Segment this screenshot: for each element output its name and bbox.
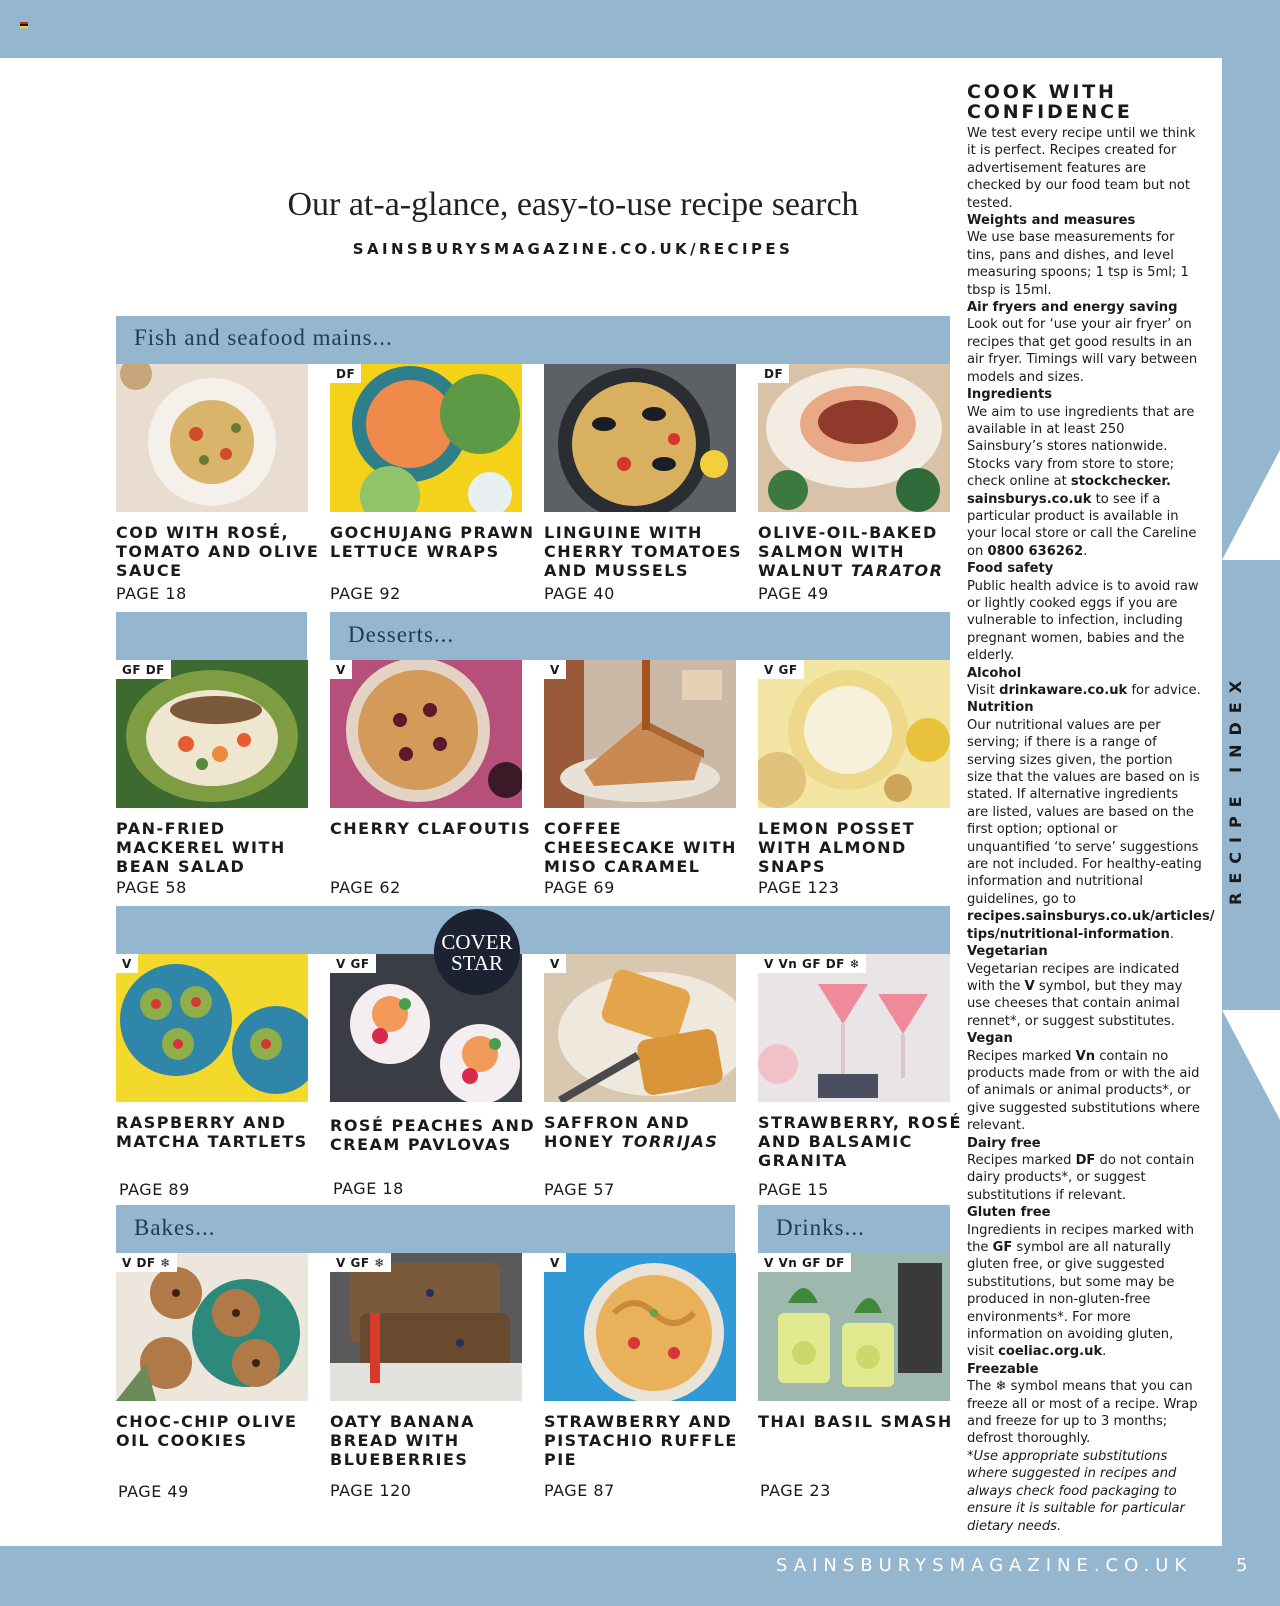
recipe-page: PAGE 89 [119, 1180, 190, 1199]
recipe-photo [330, 660, 522, 808]
footnote: *Use appropriate substitutions where suggested in recipes and always check food packaging to ensure it is suitable for particular dietary needs. [967, 1448, 1185, 1534]
recipe-title: ROSÉ PEACHES AND CREAM PAVLOVAS [330, 1116, 536, 1154]
recipe-photo [544, 364, 736, 512]
page-title: Our at-a-glance, easy-to-use recipe search [287, 186, 859, 223]
recipe-title: PAN-FRIED MACKEREL WITH BEAN SALAD [116, 819, 286, 876]
section-title-bakes: Bakes... [134, 1215, 216, 1240]
recipe-title: COD WITH ROSÉ, TOMATO AND OLIVE SAUCE [116, 523, 320, 580]
recipe-page: PAGE 123 [758, 878, 840, 897]
recipe-page: PAGE 69 [544, 878, 615, 897]
recipe-title: LINGUINE WITH CHERRY TOMATOES AND MUSSELS [544, 523, 743, 580]
cook-with-confidence-panel: COOK WITH CONFIDENCE We test every recipe until we think it is perfect. Recipes created for advertisement features are checked by our food team but not tested. Weights and measures We use base measurements for tins, pans and dishes, and level measuring spoons; 1 tsp is 5ml; 1 tbsp is 15ml. Air fryers and energy saving Look out for ‘use your air fryer’ on recipes that get good results in an air fryer. Timings will vary between models and sizes. Ingredients We aim to use ingredients that are available in at least 250 Sainsbury’s stores nationwide. Stocks vary from store to store; check online at stockchecker. sainsburys.co.uk to see if a particular product is available in your local store or call the Careline on 0800 636262. Food safety Public health advice is to avoid raw or lightly cooked eggs if you are vulnerable to infection, including pregnant women, babies and the elderly. Alcohol Visit drinkaware.co.uk for advice. Nutrition Our nutritional values are per serving; if there is a range of serving sizes given, the portion size that the values are based on is stated. If alternative ingredients are listed, values are based on the first option; optional or unquantified ‘to serve’ suggestions are not included. For healthy-eating information and nutritional guidelines, go to recipes.sainsburys.co.uk/articles/ tips/nutritional-information. Vegetarian Vegetarian recipes are indicated with the V symbol, but they may use cheeses that contain animal rennet*, or suggest substitutes. Vegan Recipes marked Vn contain no products made from or with the aid of animals or animal products*, or give suggested substitutions where relevant. Dairy free Recipes marked DF do not contain dairy products*, or suggest substitutions if relevant. Gluten free Ingredients in recipes marked with the GF symbol are all naturally gluten free, or give suggested substitutions, but some may be produced in non-gluten-free environments*. For more information on avoiding gluten, visit coeliac.org.uk. Freezable The ❄ symbol means that you can freeze all or most of a recipe. Wrap and freeze for up to 3 months; defrost thoroughly. *Use appropriate substitutions where suggested in recipes and always check food packaging to ensure it is suitable for particular dietary needs. [967, 81, 1215, 1534]
section-band-fish-cont [116, 612, 307, 660]
recipe-photo [758, 954, 950, 1102]
recipe-page: PAGE 57 [544, 1180, 615, 1199]
diet-badge: V [116, 954, 138, 973]
recipe-title: OATY BANANA BREAD WITH BLUEBERRIES [330, 1412, 476, 1469]
decorative-corner [1222, 1010, 1280, 1120]
snowflake-icon: ❄ [995, 1379, 1007, 1395]
diet-badge: V DF ❄ [116, 1253, 177, 1272]
recipe-page: PAGE 23 [760, 1481, 831, 1500]
recipe-photo [544, 1253, 736, 1401]
diet-badge: DF [330, 364, 361, 383]
recipe-photo [116, 954, 308, 1102]
recipe-photo [758, 364, 950, 512]
section-title-fish: Fish and seafood mains... [134, 325, 393, 350]
recipe-photo [116, 1253, 308, 1401]
recipe-title: CHERRY CLAFOUTIS [330, 819, 532, 838]
recipe-photo [758, 1253, 950, 1401]
recipe-photo [116, 660, 308, 808]
recipe-title: RASPBERRY AND MATCHA TARTLETS [116, 1113, 308, 1151]
recipe-title: OLIVE-OIL-BAKED SALMON WITH WALNUT TARATOR [758, 523, 944, 580]
diet-badge: V GF ❄ [330, 1253, 391, 1272]
flag-icon [20, 22, 28, 28]
recipe-page: PAGE 58 [116, 878, 187, 897]
recipe-title: LEMON POSSET WITH ALMOND SNAPS [758, 819, 916, 876]
diet-badge: V [330, 660, 352, 679]
recipe-photo [758, 660, 950, 808]
recipe-page: PAGE 49 [118, 1482, 189, 1501]
footer-url[interactable]: SAINSBURYSMAGAZINE.CO.UK [776, 1555, 1193, 1576]
recipe-title: STRAWBERRY, ROSÉ AND BALSAMIC GRANITA [758, 1113, 962, 1170]
sidebar-title: COOK WITH CONFIDENCE [967, 81, 1133, 123]
recipe-page: PAGE 92 [330, 584, 401, 603]
recipe-photo [544, 954, 736, 1102]
diet-badge: V GF [758, 660, 804, 679]
recipe-title: COFFEE CHEESECAKE WITH MISO CARAMEL [544, 819, 737, 876]
coeliac-link[interactable]: coeliac.org.uk [998, 1344, 1103, 1360]
section-title-desserts: Desserts... [348, 622, 455, 647]
recipe-page: PAGE 15 [758, 1180, 829, 1199]
section-title-drinks: Drinks... [776, 1215, 865, 1240]
nutrition-link[interactable]: recipes.sainsburys.co.uk/articles/ tips/nutritional-information [967, 909, 1215, 942]
recipe-title: THAI BASIL SMASH [758, 1412, 953, 1431]
diet-badge: GF DF [116, 660, 171, 679]
section-band-desserts-cont [116, 906, 950, 954]
recipe-page: PAGE 18 [116, 584, 187, 603]
recipe-page: PAGE 49 [758, 584, 829, 603]
diet-badge: V [544, 954, 566, 973]
decorative-corner [1222, 450, 1280, 560]
recipes-url[interactable]: SAINSBURYSMAGAZINE.CO.UK/RECIPES [352, 240, 794, 258]
recipe-title: STRAWBERRY AND PISTACHIO RUFFLE PIE [544, 1412, 738, 1469]
recipe-page: PAGE 87 [544, 1481, 615, 1500]
diet-badge: V [544, 1253, 566, 1272]
diet-badge: DF [758, 364, 789, 383]
diet-badge: V Vn GF DF ❄ [758, 954, 866, 973]
drinkaware-link[interactable]: drinkaware.co.uk [999, 683, 1128, 698]
diet-badge: V GF [330, 954, 376, 973]
recipe-page: PAGE 40 [544, 584, 615, 603]
recipe-index-label: RECIPE INDEX [1226, 671, 1245, 905]
recipe-page: PAGE 62 [330, 878, 401, 897]
recipe-page: PAGE 120 [330, 1481, 412, 1500]
recipe-photo [330, 364, 522, 512]
recipe-photo [544, 660, 736, 808]
diet-badge: V [544, 660, 566, 679]
recipe-title: CHOC-CHIP OLIVE OIL COOKIES [116, 1412, 298, 1450]
page-number: 5 [1236, 1555, 1248, 1576]
recipe-photo [116, 364, 308, 512]
recipe-title: GOCHUJANG PRAWN LETTUCE WRAPS [330, 523, 535, 561]
diet-badge: V Vn GF DF [758, 1253, 851, 1272]
cover-star-badge: COVER STAR [434, 909, 520, 995]
recipe-page: PAGE 18 [333, 1179, 404, 1198]
recipe-photo [330, 1253, 522, 1401]
stockchecker-link[interactable]: stockchecker. sainsburys.co.uk [967, 474, 1171, 507]
recipe-title: SAFFRON AND HONEY TORRIJAS [544, 1113, 719, 1151]
